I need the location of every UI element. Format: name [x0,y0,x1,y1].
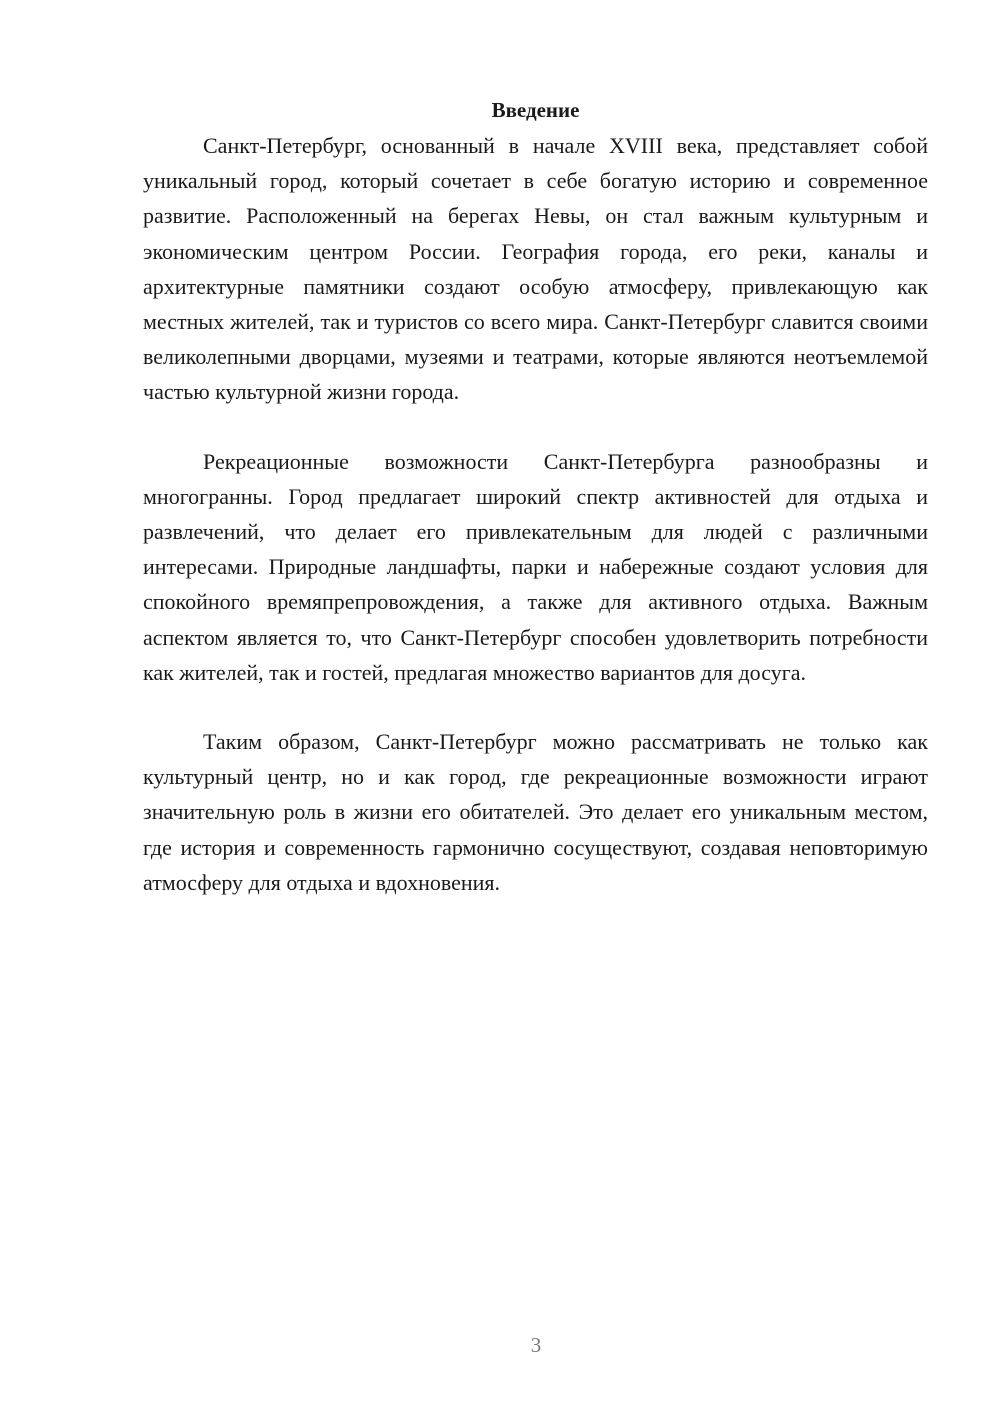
page-content [143,93,928,900]
paragraph-1: Санкт-Петербург, основанный в начале XVIII века, представляет собой уникальный город, который сочетает в себе богатую историю и современное развитие. Расположенный на берегах Невы, он стал важным культурным и экономическим центром России. География города, его реки, каналы и архитектурные памятники создают особую атмосферу, привлекающую как местных жителей, так и туристов со всего мира. Санкт-Петербург славится своими великолепными дворцами, музеями и театрами, которые являются неотъемлемой частью культурной жизни города. [143,133,928,405]
section-heading: Введение [491,98,580,122]
paragraph-3: Таким образом, Санкт-Петербург можно рассматривать не только как культурный центр, но и как город, где рекреационные возможности играют значительную роль в жизни его обитателей. Это делает его уникальным местом, где история и современность гармонично сосуществуют, создавая неповторимую атмосферу для отдыха и вдохновения. [143,729,928,895]
page-number: 3 [530,1333,542,1357]
paragraph-2: Рекреационные возможности Санкт-Петербурга разнообразны и многогранны. Город предлагает широкий спектр активностей для отдыха и развлечений, что делает его привлекательным для людей с различными интересами. Природные ландшафты, парки и набережные создают условия для спокойного времяпрепровождения, а также для активного отдыха. Важным аспектом является то, что Санкт-Петербург способен удовлетворить потребности как жителей, так и гостей, предлагая множество вариантов для досуга. [143,448,928,685]
